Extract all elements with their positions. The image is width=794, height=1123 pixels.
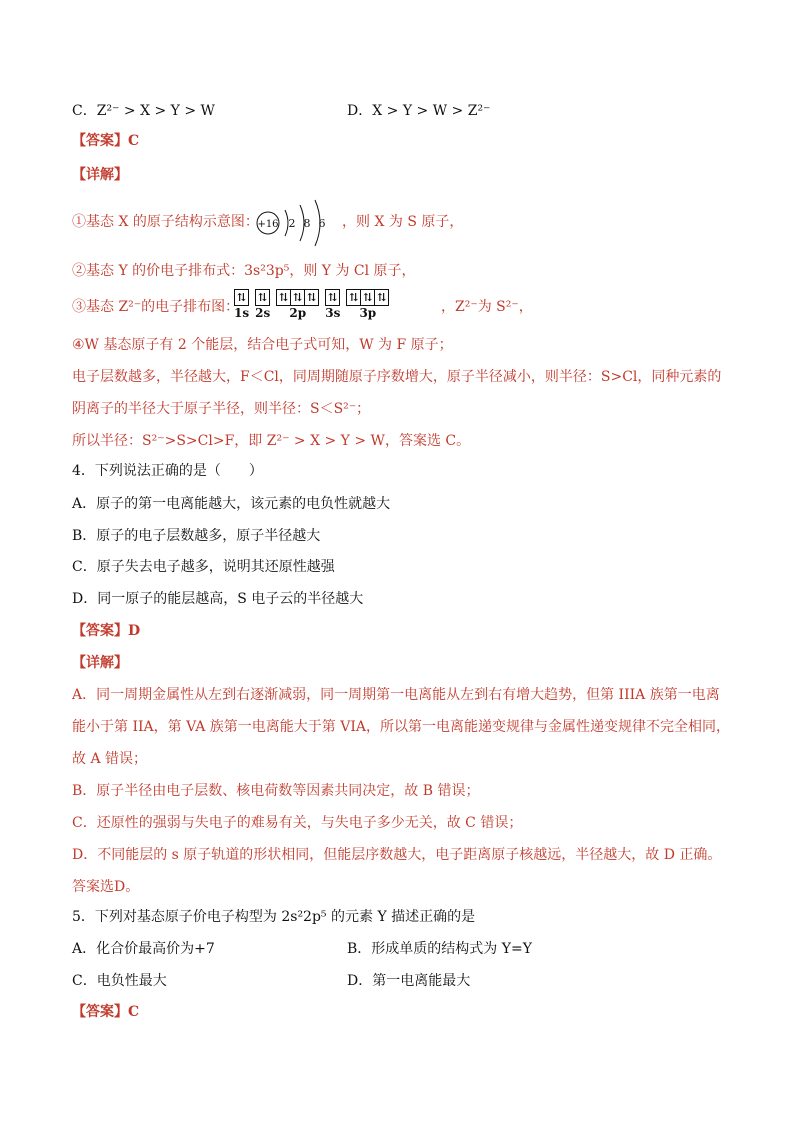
orbital-boxes — [346, 289, 389, 306]
orbital-group-3p — [346, 289, 389, 320]
orbital-label: 2p — [289, 306, 307, 320]
q3-detail-line6: 阴离子的半径大于原子半径，则半径：S＜S²⁻； — [72, 401, 371, 417]
q3-detail-line2: ②基态 Y 的价电子排布式：3s²3p⁵，则 Y 为 Cl 原子， — [72, 263, 416, 279]
orbital-group-3s — [325, 289, 340, 320]
atom-structure-diagram — [254, 196, 344, 248]
q5-option-a: A．化合价最高价为+7 — [72, 941, 215, 957]
orbital-boxes — [325, 289, 340, 306]
q4-option-a: A．原子的第一电离能越大，该元素的电负性就越大 — [72, 496, 391, 512]
atom-shell-electrons-1: 2 — [288, 217, 296, 230]
q4-explain-line3: 故 A 错误； — [72, 751, 148, 767]
q5-option-b: B．形成单质的结构式为 Y=Y — [347, 941, 532, 957]
orbital-box: ⇅ — [276, 289, 291, 306]
orbital-box: ⇅ — [255, 289, 270, 306]
q4-option-c: C．原子失去电子越多，说明其还原性越强 — [72, 559, 335, 575]
orbital-group-2s — [255, 289, 270, 320]
orbital-box: ⇅ — [290, 289, 305, 306]
orbital-box: ⇅ — [325, 289, 340, 306]
q3-option-d: D．X > Y > W > Z²⁻ — [347, 103, 491, 119]
q4-conclusion: 答案选D。 — [72, 879, 140, 895]
line3-suffix: ，Z²⁻为 S²⁻， — [441, 299, 533, 315]
q3-detail-line1 — [72, 213, 259, 231]
q3-option-c: C．Z²⁻ > X > Y > W — [72, 103, 215, 119]
q3-detail-line7: 所以半径：S²⁻>S>Cl>F，即 Z²⁻ > X > Y > W，答案选 C。 — [72, 433, 471, 449]
atom-nucleus-charge: +16 — [257, 219, 279, 230]
q4-option-d: D．同一原子的能层越高，S 电子云的半径越大 — [72, 591, 364, 607]
orbital-diagram — [234, 289, 395, 320]
orbital-label: 3s — [325, 306, 341, 320]
q4-option-b: B．原子的电子层数越多，原子半径越大 — [72, 528, 321, 544]
orbital-box: ⇅ — [360, 289, 375, 306]
q5-option-c: C．电负性最大 — [72, 973, 167, 989]
orbital-box: ⇅ — [304, 289, 319, 306]
line1-suffix: ，则 X 为 S 原子， — [342, 214, 464, 230]
q4-explain-line1: A．同一周期金属性从左到右逐渐减弱，同一周期第一电离能从左到右有增大趋势，但第 IIIA 族第一电离 — [72, 687, 720, 703]
orbital-label: 3p — [359, 306, 377, 320]
orbital-box: ⇅ — [346, 289, 361, 306]
q4-explain-line6: D．不同能层的 s 原子轨道的形状相同，但能层序数越大，电子距离原子核越远，半径越大，故 D 正确。 — [72, 847, 722, 863]
orbital-label: 2s — [255, 306, 271, 320]
q3-detail-line3 — [72, 298, 239, 316]
q4-explain-line4: B．原子半径由电子层数、核电荷数等因素共同决定，故 B 错误； — [72, 783, 480, 799]
orbital-label: 1s — [234, 306, 250, 320]
q3-answer: 【答案】C — [72, 133, 140, 149]
orbital-box: ⇅ — [234, 289, 249, 306]
line1-prefix: ①基态 X 的原子结构示意图： — [72, 214, 259, 230]
q5-option-d: D．第一电离能最大 — [347, 973, 471, 989]
atom-shell-electrons-3: 6 — [318, 217, 326, 230]
orbital-group-2p — [276, 289, 319, 320]
orbital-group-1s — [234, 289, 249, 320]
q4-explain-line2: 能小于第 IIA，第 VA 族第一电离能大于第 VIA，所以第一电离能递变规律与金属性递变规律不完全相同， — [72, 719, 730, 735]
q3-detail-heading: 【详解】 — [72, 167, 128, 183]
q5-answer: 【答案】C — [72, 1004, 140, 1020]
q4-explain-line5: C．还原性的强弱与失电子的难易有关，与失电子多少无关，故 C 错误； — [72, 815, 523, 831]
q3-detail-line5: 电子层数越多，半径越大，F＜Cl，同周期随原子序数增大，原子半径减小，则半径：S>Cl，同种元素的 — [72, 369, 722, 385]
orbital-boxes — [234, 289, 249, 306]
q4-stem: 4．下列说法正确的是（ ） — [72, 463, 263, 479]
q5-stem: 5．下列对基态原子价电子构型为 2s²2p⁵ 的元素 Y 描述正确的是 — [72, 909, 476, 925]
q4-detail-heading: 【详解】 — [72, 655, 128, 671]
line3-prefix: ③基态 Z²⁻的电子排布图： — [72, 299, 240, 315]
q3-detail-line4: ④W 基态原子有 2 个能层，结合电子式可知，W 为 F 原子； — [72, 337, 453, 353]
orbital-boxes — [276, 289, 319, 306]
orbital-boxes — [255, 289, 270, 306]
atom-shell-electrons-2: 8 — [303, 217, 311, 230]
q4-answer: 【答案】D — [72, 623, 141, 639]
orbital-box: ⇅ — [374, 289, 389, 306]
